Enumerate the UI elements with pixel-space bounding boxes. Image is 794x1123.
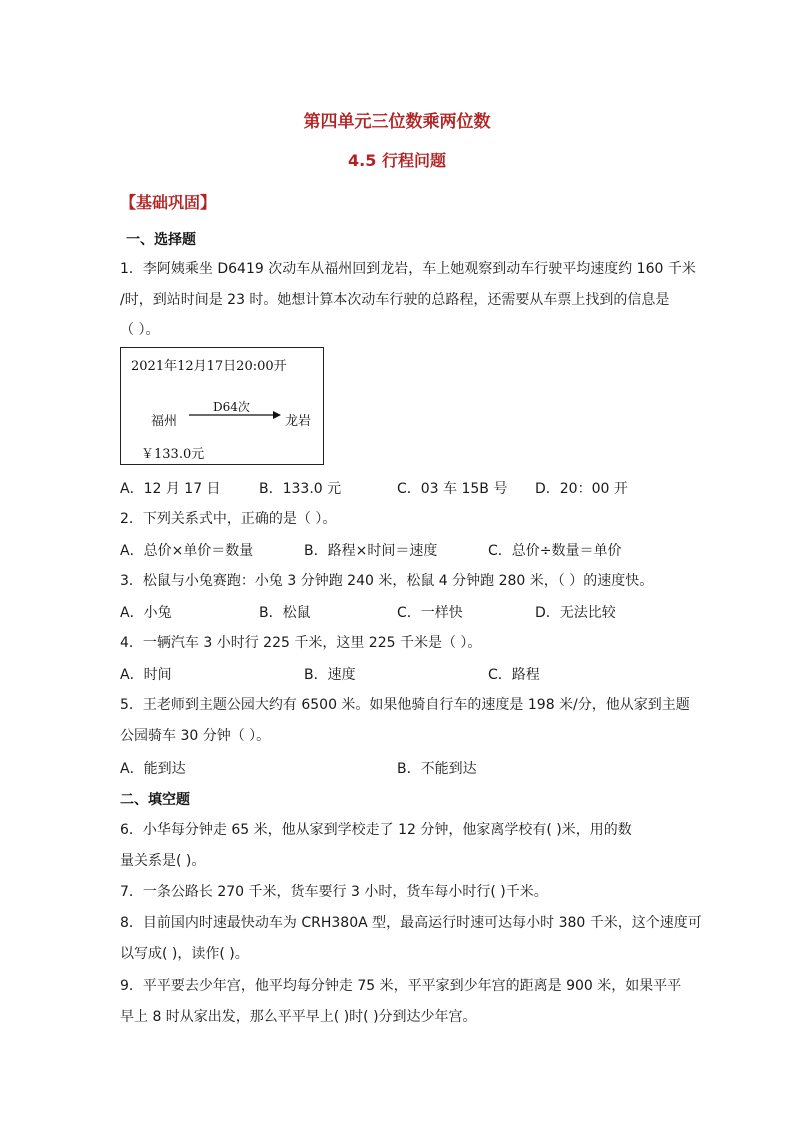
q6-line-2: 量关系是( )。: [120, 853, 206, 869]
q4-option-c: C．路程: [488, 667, 540, 683]
q2-line-1: 2．下列关系式中，正确的是（ ）。: [120, 511, 337, 527]
q3-line-1: 3．松鼠与小兔赛跑：小兔 3 分钟跑 240 米，松鼠 4 分钟跑 280 米，（ ）的速度快。: [120, 573, 654, 589]
section-label: 【基础巩固】: [120, 193, 217, 212]
ticket-arrow: [187, 408, 283, 422]
ticket-from: 福州: [151, 414, 178, 429]
q2-option-c: C．总价÷数量＝单价: [488, 543, 622, 559]
q3-option-c: C．一样快: [397, 605, 463, 621]
q5-option-b: B．不能到达: [397, 761, 477, 777]
ticket-train: D64次: [213, 400, 250, 414]
q1-line-2: /时，到站时间是 23 时。她想计算本次动车行驶的总路程，还需要从车票上找到的信息是: [120, 292, 670, 308]
q3-option-b: B．松鼠: [259, 605, 311, 621]
q5-option-a: A．能到达: [120, 761, 186, 777]
q3-option-a: A．小兔: [120, 605, 172, 621]
q5-line-1: 5．王老师到主题公园大约有 6500 米。如果他骑自行车的速度是 198 米/分，他从家到主题: [120, 697, 690, 713]
q1-option-a: A．12 月 17 日: [120, 481, 221, 497]
ticket-to: 龙岩: [285, 414, 312, 429]
unit-title: 第四单元三位数乘两位数: [303, 112, 491, 132]
part2-heading: 二、填空题: [120, 792, 190, 808]
lesson-title: 4.5 行程问题: [348, 151, 446, 170]
q4-line-1: 4．一辆汽车 3 小时行 225 千米，这里 225 千米是（ ）。: [120, 635, 482, 651]
q8-line-1: 8．目前国内时速最快动车为 CRH380A 型，最高运行时速可达每小时 380 千米，这个速度可: [120, 915, 702, 931]
train-ticket: [120, 347, 324, 465]
q1-option-d: D．20：00 开: [535, 481, 628, 497]
q4-option-b: B．速度: [304, 667, 356, 683]
part1-heading: 一、选择题: [126, 232, 196, 248]
q1-line-3: （ ）。: [120, 322, 160, 338]
q4-option-a: A．时间: [120, 667, 172, 683]
ticket-datetime: 2021年12月17日20:00开: [131, 359, 287, 374]
q6-line-1: 6．小华每分钟走 65 米，他从家到学校走了 12 分钟，他家离学校有( )米，用的数: [120, 822, 632, 838]
q5-line-2: 公园骑车 30 分钟（ ）。: [120, 728, 271, 744]
q8-line-2: 以写成( )，读作( )。: [120, 946, 249, 962]
q3-option-d: D．无法比较: [535, 605, 616, 621]
q9-line-2: 早上 8 时从家出发，那么平平早上( )时( )分到达少年宫。: [120, 1009, 477, 1025]
q9-line-1: 9．平平要去少年宫，他平均每分钟走 75 米，平平家到少年宫的距离是 900 米，如果平平: [120, 978, 682, 994]
q1-line-1: 1．李阿姨乘坐 D6419 次动车从福州回到龙岩，车上她观察到动车行驶平均速度约 160 千米: [120, 261, 696, 277]
q1-option-b: B．133.0 元: [259, 481, 342, 497]
q7-line-1: 7．一条公路长 270 千米，货车要行 3 小时，货车每小时行( )千米。: [120, 884, 548, 900]
q2-option-b: B．路程×时间＝速度: [304, 543, 438, 559]
q2-option-a: A．总价×单价＝数量: [120, 543, 254, 559]
ticket-price: ￥133.0元: [141, 447, 205, 462]
q1-option-c: C．03 车 15B 号: [397, 481, 508, 497]
